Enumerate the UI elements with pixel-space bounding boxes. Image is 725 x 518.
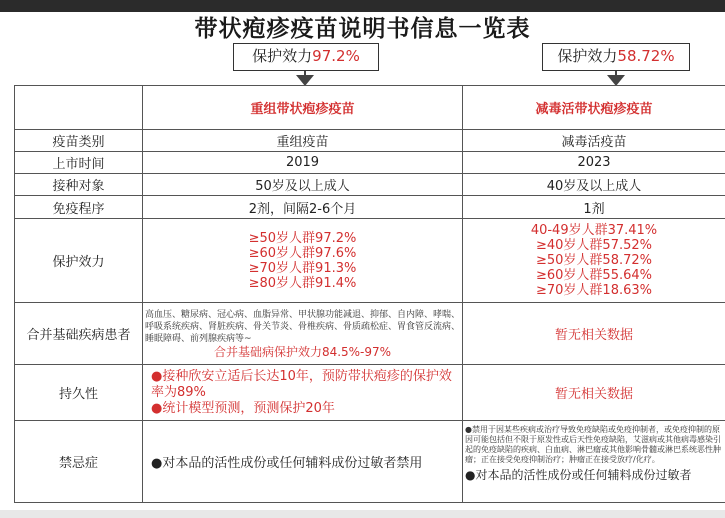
efficacy-right-item: 40-49岁人群37.41% <box>530 223 658 238</box>
row-label-category: 疫苗类别 <box>15 130 143 152</box>
row-label-contra: 禁忌症 <box>15 421 143 503</box>
table-header-row <box>15 86 725 130</box>
category-left: 重组疫苗 <box>143 130 463 152</box>
column-header-live-attenuated: 减毒活带状疱疹疫苗 <box>463 86 725 130</box>
efficacy-callout-right-label: 保护效力 <box>557 47 618 65</box>
contra-right-detail: ●禁用于因某些疾病或治疗导致免疫缺陷或免疫抑制者，或免疫抑制的原因可能包括但不限于原发性或后天性免疫缺陷，艾滋病或其他病毒感染引起的免疫缺陷的疾病、白血病、淋巴瘤或其他影响骨髓或淋巴系统恶性肿瘤；正在接受免疫抑制治疗；肿瘤正在接受放疗/化疗。 <box>465 425 721 464</box>
durability-left <box>143 365 463 421</box>
category-right: 减毒活疫苗 <box>463 130 725 152</box>
row-label-schedule: 免疫程序 <box>15 196 143 219</box>
vaccine-info-table <box>14 85 725 503</box>
efficacy-callout-left-value: 97.2% <box>312 47 360 65</box>
durability-right: 暂无相关数据 <box>463 365 725 421</box>
comorbid-left-detail: 高血压、糖尿病、冠心病、血脂异常、甲状腺功能减退、抑郁、自内障、哮喘、呼吸系统疾病、肾脏疾病、骨关节炎、骨椎疾病、骨质疏松症、胃食管反流病、睡眠障碍、前列腺疾病等~ <box>145 309 461 344</box>
table-row <box>15 174 725 196</box>
efficacy-left-list <box>143 219 463 303</box>
efficacy-callout-right <box>542 43 690 71</box>
schedule-left: 2剂，间隔2-6个月 <box>143 196 463 219</box>
efficacy-left-item: ≥60岁人群97.6% <box>248 245 357 261</box>
table-row <box>15 303 725 365</box>
efficacy-right-item: ≥70岁人群18.63% <box>535 283 652 298</box>
table-row <box>15 152 725 174</box>
bullet-dot-icon: ● <box>151 400 163 416</box>
comorbid-right: 暂无相关数据 <box>463 303 725 365</box>
bottom-strip <box>0 510 725 518</box>
durability-left-item: ●统计模型预测，预测保护20年 <box>151 400 335 416</box>
durability-left-item: ●接种欣安立适后长达10年，预防带状疱疹的保护效率为89% <box>151 368 452 400</box>
row-label-target: 接种对象 <box>15 174 143 196</box>
column-header-recombinant: 重组带状疱疹疫苗 <box>143 86 463 130</box>
table-row <box>15 365 725 421</box>
contra-right <box>463 421 725 503</box>
contra-left <box>143 421 463 503</box>
efficacy-right-item: ≥50岁人群58.72% <box>535 253 652 268</box>
contra-left-text: 对本品的活性成份或任何辅料成份过敏者禁用 <box>162 456 423 471</box>
table-row <box>15 130 725 152</box>
bullet-dot-icon: ● <box>151 456 163 471</box>
efficacy-left-item: ≥50岁人群97.2% <box>248 230 357 246</box>
bullet-dot-icon: ● <box>151 368 163 384</box>
bullet-dot-icon: ● <box>465 468 476 482</box>
efficacy-right-item: ≥40岁人群57.52% <box>535 238 652 253</box>
table-row <box>15 196 725 219</box>
row-label-efficacy: 保护效力 <box>15 219 143 303</box>
table-row <box>15 421 725 503</box>
table-row <box>15 219 725 303</box>
page-title: 带状疱疹疫苗说明书信息一览表 <box>194 16 531 42</box>
schedule-right: 1剂 <box>463 196 725 219</box>
row-label-launch: 上市时间 <box>15 152 143 174</box>
efficacy-callout-left-label: 保护效力 <box>252 47 313 65</box>
efficacy-left-item: ≥70岁人群91.3% <box>248 260 357 276</box>
comorbid-left <box>143 303 463 365</box>
contra-right-text: ●对本品的活性成份或任何辅料成份过敏者 <box>465 468 692 482</box>
target-left: 50岁及以上成人 <box>143 174 463 196</box>
launch-right: 2023 <box>463 152 725 174</box>
bullet-dot-icon: ● <box>465 425 472 434</box>
efficacy-right-list <box>463 219 725 303</box>
efficacy-callout-right-value: 58.72% <box>617 47 675 65</box>
comorbid-left-summary: 合并基础病保护效力84.5%-97% <box>213 344 392 359</box>
target-right: 40岁及以上成人 <box>463 174 725 196</box>
efficacy-right-item: ≥60岁人群55.64% <box>535 268 652 283</box>
row-label-comorbid: 合并基础疾病患者 <box>15 303 143 365</box>
efficacy-callout-left <box>233 43 379 71</box>
efficacy-left-item: ≥80岁人群91.4% <box>248 275 357 291</box>
row-label-durability: 持久性 <box>15 365 143 421</box>
header-empty-cell <box>15 86 143 130</box>
launch-left: 2019 <box>143 152 463 174</box>
